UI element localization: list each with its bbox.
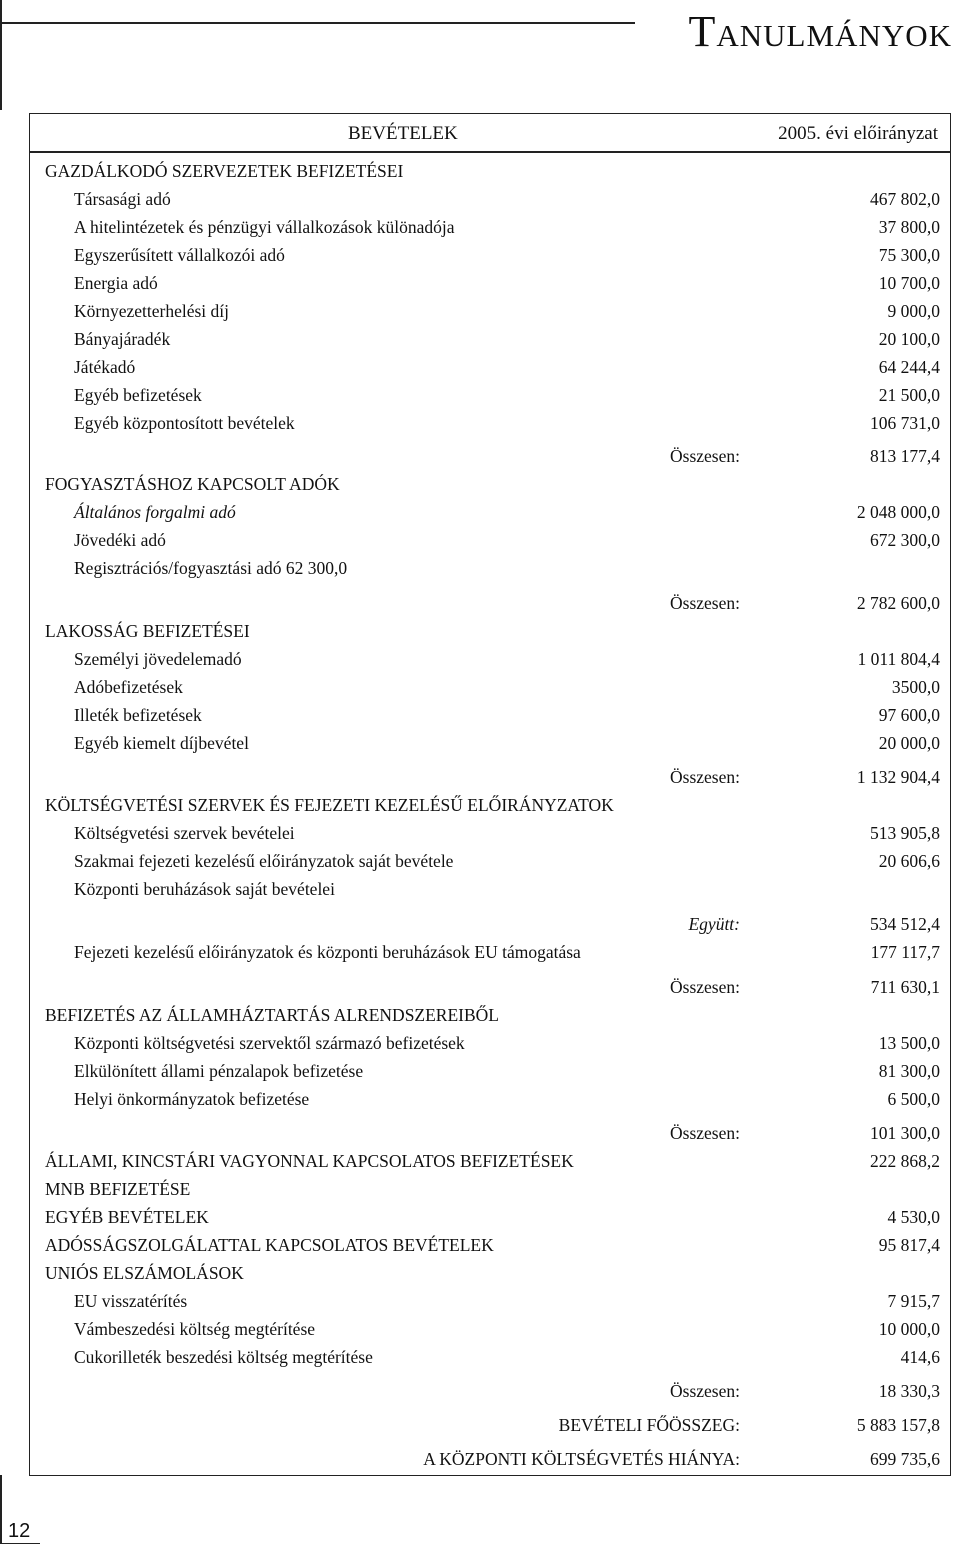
row-value: 13 500,0	[878, 1033, 940, 1053]
table-row	[0, 555, 960, 581]
section-heading-row	[0, 158, 960, 184]
subtotal-row	[0, 443, 960, 469]
table-row	[0, 527, 960, 553]
row-value: 20 606,6	[878, 851, 940, 871]
subtotal-label: Összesen:	[670, 1381, 740, 1401]
row-value: 414,6	[900, 1347, 940, 1367]
row-value: 1 132 904,4	[856, 767, 940, 787]
subtotal-row	[0, 1446, 960, 1472]
row-value: 97 600,0	[878, 705, 940, 725]
header-rule	[0, 22, 635, 24]
row-value: 64 244,4	[878, 357, 940, 377]
left-margin-rule-bottom	[0, 1475, 2, 1543]
section-heading-row	[0, 618, 960, 644]
table-row	[0, 214, 960, 240]
table-row	[0, 499, 960, 525]
section-heading-row	[0, 792, 960, 818]
row-value: 37 800,0	[878, 217, 940, 237]
table-row	[0, 242, 960, 268]
row-label: Elkülönített állami pénzalapok befizetése	[74, 1061, 364, 1081]
section-heading-row	[0, 1002, 960, 1028]
table-row	[0, 1086, 960, 1112]
subtotal-row	[0, 764, 960, 790]
row-label: Társasági adó	[74, 189, 171, 209]
section-heading-row	[0, 1232, 960, 1258]
row-label: ADÓSSÁGSZOLGÁLATTAL KAPCSOLATOS BEVÉTELEK	[45, 1235, 494, 1255]
table-row	[0, 410, 960, 436]
subtotal-label: Összesen:	[670, 977, 740, 997]
row-value: 6 500,0	[887, 1089, 940, 1109]
row-value: 672 300,0	[870, 530, 940, 550]
section-heading-row	[0, 1260, 960, 1286]
row-label: Személyi jövedelemadó	[74, 649, 242, 669]
table-row	[0, 1344, 960, 1370]
section-title: Tanulmányok	[688, 7, 952, 56]
table-row	[0, 298, 960, 324]
subtotal-row	[0, 1378, 960, 1404]
row-label: Szakmai fejezeti kezelésű előirányzatok saját bevétele	[74, 851, 454, 871]
row-value: 1 011 804,4	[857, 649, 940, 669]
subtotal-label: Összesen:	[670, 593, 740, 613]
subtotal-label: Összesen:	[670, 1123, 740, 1143]
subtotal-label: BEVÉTELI FŐÖSSZEG:	[558, 1415, 740, 1435]
subtotal-row	[0, 590, 960, 616]
table-row	[0, 702, 960, 728]
table-row	[0, 382, 960, 408]
row-value: 95 817,4	[878, 1235, 940, 1255]
subtotal-label: Együtt:	[688, 914, 740, 934]
subtotal-label: Összesen:	[670, 446, 740, 466]
row-label: Energia adó	[74, 273, 158, 293]
row-label: Egyéb befizetések	[74, 385, 202, 405]
row-label: FOGYASZTÁSHOZ KAPCSOLT ADÓK	[45, 474, 340, 494]
subtotal-row	[0, 974, 960, 1000]
table-row	[0, 270, 960, 296]
row-label: Játékadó	[74, 357, 136, 377]
table-row	[0, 1288, 960, 1314]
row-value: 81 300,0	[878, 1061, 940, 1081]
row-label: Helyi önkormányzatok befizetése	[74, 1089, 310, 1109]
row-value: 10 000,0	[878, 1319, 940, 1339]
row-label: MNB BEFIZETÉSE	[45, 1179, 191, 1199]
row-value: 5 883 157,8	[856, 1415, 940, 1435]
column-header-revenues: BEVÉTELEK	[348, 123, 458, 144]
row-value: 711 630,1	[870, 977, 940, 997]
row-value: 20 000,0	[878, 733, 940, 753]
row-value: 20 100,0	[878, 329, 940, 349]
row-value: 4 530,0	[887, 1207, 940, 1227]
row-value: 222 868,2	[870, 1151, 940, 1171]
row-label: Általános forgalmi adó	[74, 502, 236, 522]
table-row	[0, 1058, 960, 1084]
row-value: 2 048 000,0	[856, 502, 940, 522]
table-row	[0, 1030, 960, 1056]
row-value: 534 512,4	[870, 914, 940, 934]
section-heading-row	[0, 1176, 960, 1202]
row-value: 101 300,0	[870, 1123, 940, 1143]
left-margin-rule-top	[0, 0, 2, 110]
row-label: Vámbeszedési költség megtérítése	[74, 1319, 316, 1339]
section-heading-row	[0, 471, 960, 497]
row-label: Központi beruházások saját bevételei	[74, 879, 335, 899]
row-label: LAKOSSÁG BEFIZETÉSEI	[45, 621, 250, 641]
row-value: 75 300,0	[878, 245, 940, 265]
table-row	[0, 939, 960, 965]
row-label: ÁLLAMI, KINCSTÁRI VAGYONNAL KAPCSOLATOS BEFIZETÉSEK	[45, 1151, 574, 1171]
row-value: 106 731,0	[870, 413, 940, 433]
table-row	[0, 646, 960, 672]
row-label: Költségvetési szervek bevételei	[74, 823, 295, 843]
row-label: KÖLTSÉGVETÉSI SZERVEK ÉS FEJEZETI KEZELÉSŰ ELŐIRÁNYZATOK	[45, 795, 614, 815]
table-row	[0, 848, 960, 874]
row-value: 813 177,4	[870, 446, 940, 466]
subtotal-row	[0, 1412, 960, 1438]
row-label: Illeték befizetések	[74, 705, 202, 725]
row-label: Egyéb kiemelt díjbevétel	[74, 733, 249, 753]
row-label: Jövedéki adó	[74, 530, 166, 550]
row-label: Fejezeti kezelésű előirányzatok és központi beruházások EU támogatása	[74, 942, 581, 962]
table-row	[0, 876, 960, 902]
table-row	[0, 354, 960, 380]
row-label: EU visszatérítés	[74, 1291, 188, 1311]
row-label: A hitelintézetek és pénzügyi vállalkozások különadója	[74, 217, 455, 237]
row-value: 7 915,7	[887, 1291, 940, 1311]
subtotal-row	[0, 1120, 960, 1146]
section-heading-row	[0, 1148, 960, 1174]
row-value: 10 700,0	[878, 273, 940, 293]
row-label: Egyszerűsített vállalkozói adó	[74, 245, 285, 265]
row-label: Adóbefizetések	[74, 677, 183, 697]
row-value: 3500,0	[891, 677, 940, 697]
row-value: 21 500,0	[878, 385, 940, 405]
row-label: EGYÉB BEVÉTELEK	[45, 1207, 209, 1227]
row-label: Bányajáradék	[74, 329, 171, 349]
subtotal-label: A KÖZPONTI KÖLTSÉGVETÉS HIÁNYA:	[423, 1449, 740, 1469]
table-row	[0, 326, 960, 352]
row-value: 9 000,0	[887, 301, 940, 321]
table-row	[0, 186, 960, 212]
section-heading-row	[0, 1204, 960, 1230]
row-value: 513 905,8	[870, 823, 940, 843]
row-value: 2 782 600,0	[856, 593, 940, 613]
row-label: Központi költségvetési szervektől származó befizetések	[74, 1033, 465, 1053]
row-label: Regisztrációs/fogyasztási adó 62 300,0	[74, 558, 348, 578]
table-row	[0, 1316, 960, 1342]
row-value: 699 735,6	[870, 1449, 940, 1469]
subtotal-row	[0, 911, 960, 937]
row-label: GAZDÁLKODÓ SZERVEZETEK BEFIZETÉSEI	[45, 161, 404, 181]
row-label: Egyéb központosított bevételek	[74, 413, 295, 433]
row-label: UNIÓS ELSZÁMOLÁSOK	[45, 1263, 244, 1283]
table-row	[0, 730, 960, 756]
table-row	[0, 820, 960, 846]
row-label: BEFIZETÉS AZ ÁLLAMHÁZTARTÁS ALRENDSZEREIBŐL	[45, 1005, 499, 1025]
header-divider	[29, 151, 951, 153]
row-label: Környezetterhelési díj	[74, 301, 230, 321]
page-number: 12	[8, 1520, 31, 1542]
row-value: 18 330,3	[878, 1381, 940, 1401]
row-label: Cukorilleték beszedési költség megtérítése	[74, 1347, 373, 1367]
column-header-appropriation: 2005. évi előirányzat	[778, 123, 938, 144]
subtotal-label: Összesen:	[670, 767, 740, 787]
table-row	[0, 674, 960, 700]
row-value: 467 802,0	[870, 189, 940, 209]
row-value: 177 117,7	[870, 942, 940, 962]
